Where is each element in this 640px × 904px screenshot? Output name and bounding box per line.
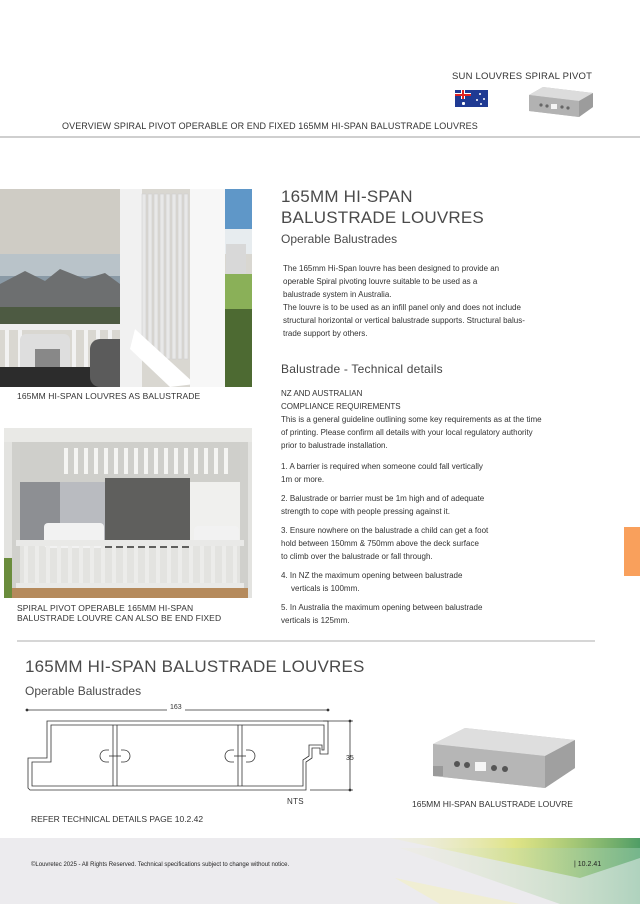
photo-caption: 165MM HI-SPAN LOUVRES AS BALUSTRADE (17, 391, 201, 401)
product-caption: 165MM HI-SPAN BALUSTRADE LOUVRE (412, 799, 573, 809)
requirement-item: 3. Ensure nowhere on the balustrade a child can get a foot hold between 150mm & 750mm above the deck surface to climb over the balustrade or fall through. (281, 526, 489, 561)
australia-flag-icon (455, 90, 488, 107)
requirement-item: 5. In Australia the maximum opening between balustrade verticals is 125mm. (281, 603, 483, 625)
scale-note: NTS (287, 797, 304, 806)
profile-subtitle: Operable Balustrades (25, 684, 142, 698)
guideline-paragraph: This is a general guideline outlining some key requirements as at the time of printing. Please confirm all details with your local regulatory authority prior to balustrade installation. (281, 415, 542, 450)
section-divider (17, 640, 595, 642)
requirement-item: 2. Balustrade or barrier must be 1m high and of adequate strength to cope with people pressing against it. (281, 494, 485, 516)
louvre-profile-drawing (20, 700, 370, 810)
louvre-end-cap-icon (523, 85, 595, 119)
photo-caption: SPIRAL PIVOT OPERABLE 165MM HI-SPAN BALUSTRADE LOUVRE CAN ALSO BE END FIXED (17, 603, 222, 623)
pergola-balustrade-render (4, 428, 252, 598)
page-subtitle: Operable Balustrades (281, 232, 398, 246)
requirement-item: 1. A barrier is required when someone could fall vertically 1m or more. (281, 462, 483, 484)
louvre-end-cap-icon (425, 722, 580, 792)
requirement-item: 4. In NZ the maximum opening between balustrade verticals is 100mm. (281, 571, 463, 593)
header-divider (0, 136, 640, 138)
brand-title: SUN LOUVRES SPIRAL PIVOT (452, 71, 593, 82)
width-dimension: 163 (167, 704, 185, 711)
intro-paragraph: The 165mm Hi-Span louvre has been designed to provide an operable Spiral pivoting louvre suitable to be used as a balustrade system in Australia. The louvre is to be used as an infill panel only and does not include structural horizontal or vertical balustrade supports. Structural balus- trade support by others. (283, 264, 525, 338)
copyright-text: ©Louvretec 2025 - All Rights Reserved. Technical specifications subject to change without notice. (31, 862, 290, 868)
profile-title: 165MM HI-SPAN BALUSTRADE LOUVRES (25, 657, 365, 676)
compliance-heading: NZ AND AUSTRALIAN COMPLIANCE REQUIREMENTS (281, 389, 401, 411)
page-footer (0, 838, 640, 904)
section-tab-marker (624, 527, 640, 576)
page-title: 165MM HI-SPAN BALUSTRADE LOUVRES (281, 187, 484, 227)
balustrade-photo (0, 189, 252, 387)
refer-note: REFER TECHNICAL DETAILS PAGE 10.2.42 (31, 814, 204, 824)
height-dimension: 35 (346, 755, 354, 762)
page-number: | 10.2.41 (574, 861, 602, 868)
technical-details-heading: Balustrade - Technical details (281, 362, 443, 376)
overview-title: OVERVIEW SPIRAL PIVOT OPERABLE OR END FIXED 165MM HI-SPAN BALUSTRADE LOUVRES (62, 121, 478, 131)
requirements-list (281, 460, 596, 633)
